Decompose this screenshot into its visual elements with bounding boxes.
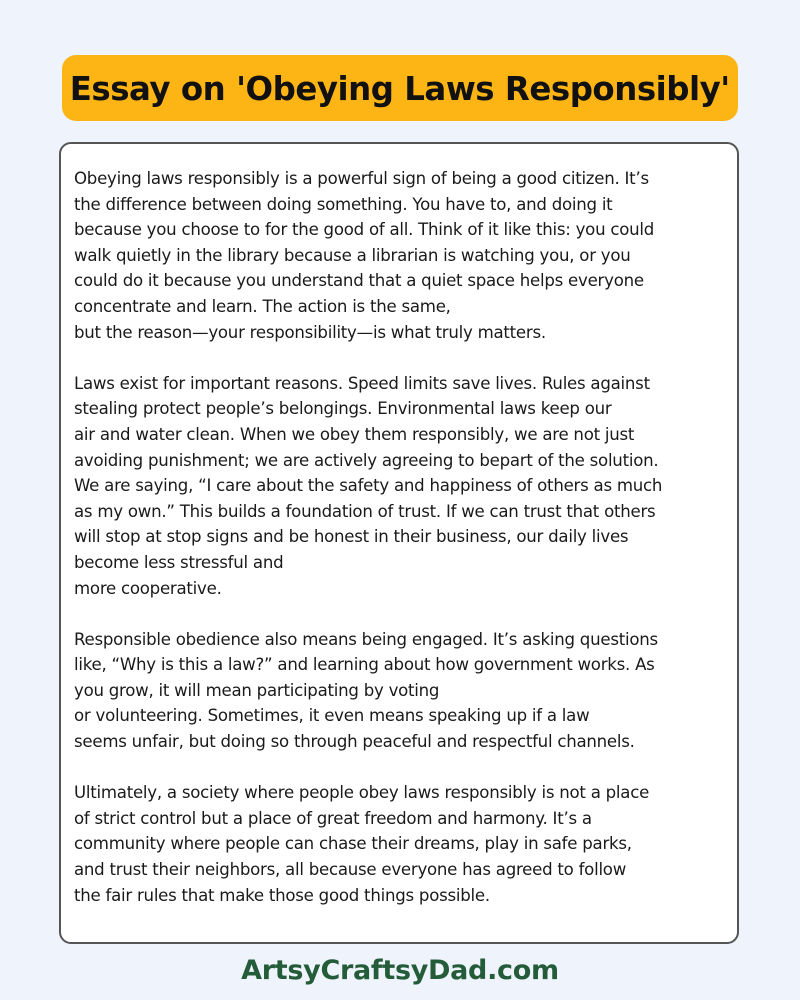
paragraph-line: as my own.” This builds a foundation of trust. If we can trust that others [74, 501, 656, 521]
paragraph-line: you grow, it will mean participating by voting [74, 680, 440, 700]
paragraph-line: because you choose to for the good of all. Think of it like this: you could [74, 220, 655, 240]
paragraph-line: of strict control but a place of great freedom and harmony. It’s a [74, 808, 592, 828]
paragraph-line: could do it because you understand that a quiet space helps everyone [74, 271, 644, 291]
paragraph-line: seems unfair, but doing so through peaceful and respectful channels. [74, 732, 635, 752]
essay-card [59, 142, 739, 944]
paragraph-line: or volunteering. Sometimes, it even means speaking up if a law [74, 706, 590, 726]
paragraph-line: more cooperative. [74, 578, 222, 598]
paragraph-line: Responsible obedience also means being engaged. It’s asking questions [74, 629, 658, 649]
paragraph-line: become less stressful and [74, 552, 284, 572]
paragraph-line: We are saying, “I care about the safety and happiness of others as much [74, 476, 663, 496]
title-banner [62, 55, 738, 121]
paragraph-line: and trust their neighbors, all because everyone has agreed to follow [74, 860, 627, 880]
essay-paragraph-2 [74, 371, 737, 601]
paragraph-line: air and water clean. When we obey them responsibly, we are not just [74, 424, 635, 444]
paragraph-line: will stop at stop signs and be honest in their business, our daily lives [74, 527, 629, 547]
paragraph-line: Obeying laws responsibly is a powerful sign of being a good citizen. It’s [74, 169, 649, 188]
paragraph-line: community where people can chase their dreams, play in safe parks, [74, 834, 632, 854]
essay-paragraph-3 [74, 627, 737, 755]
paragraph-line: the difference between doing something. You have to, and doing it [74, 194, 613, 214]
paragraph-line: stealing protect people’s belongings. Environmental laws keep our [74, 399, 612, 419]
paragraph-line: the fair rules that make those good things possible. [74, 885, 490, 905]
paragraph-line: avoiding punishment; we are actively agreeing to bepart of the solution. [74, 450, 659, 470]
essay-paragraph-1 [74, 166, 737, 345]
site-footer-link[interactable]: ArtsyCraftsyDad.com [241, 955, 559, 986]
paragraph-line: walk quietly in the library because a librarian is watching you, or you [74, 245, 631, 265]
paragraph-line: Laws exist for important reasons. Speed limits save lives. Rules against [74, 373, 650, 393]
paragraph-line: concentrate and learn. The action is the same, [74, 296, 451, 316]
essay-paragraph-4 [74, 780, 737, 908]
paragraph-line: but the reason—your responsibility—is what truly matters. [74, 322, 546, 342]
paragraph-line: like, “Why is this a law?” and learning about how government works. As [74, 655, 655, 675]
page-title: Essay on 'Obeying Laws Responsibly' [70, 68, 730, 108]
paragraph-line: Ultimately, a society where people obey laws responsibly is not a place [74, 783, 650, 803]
